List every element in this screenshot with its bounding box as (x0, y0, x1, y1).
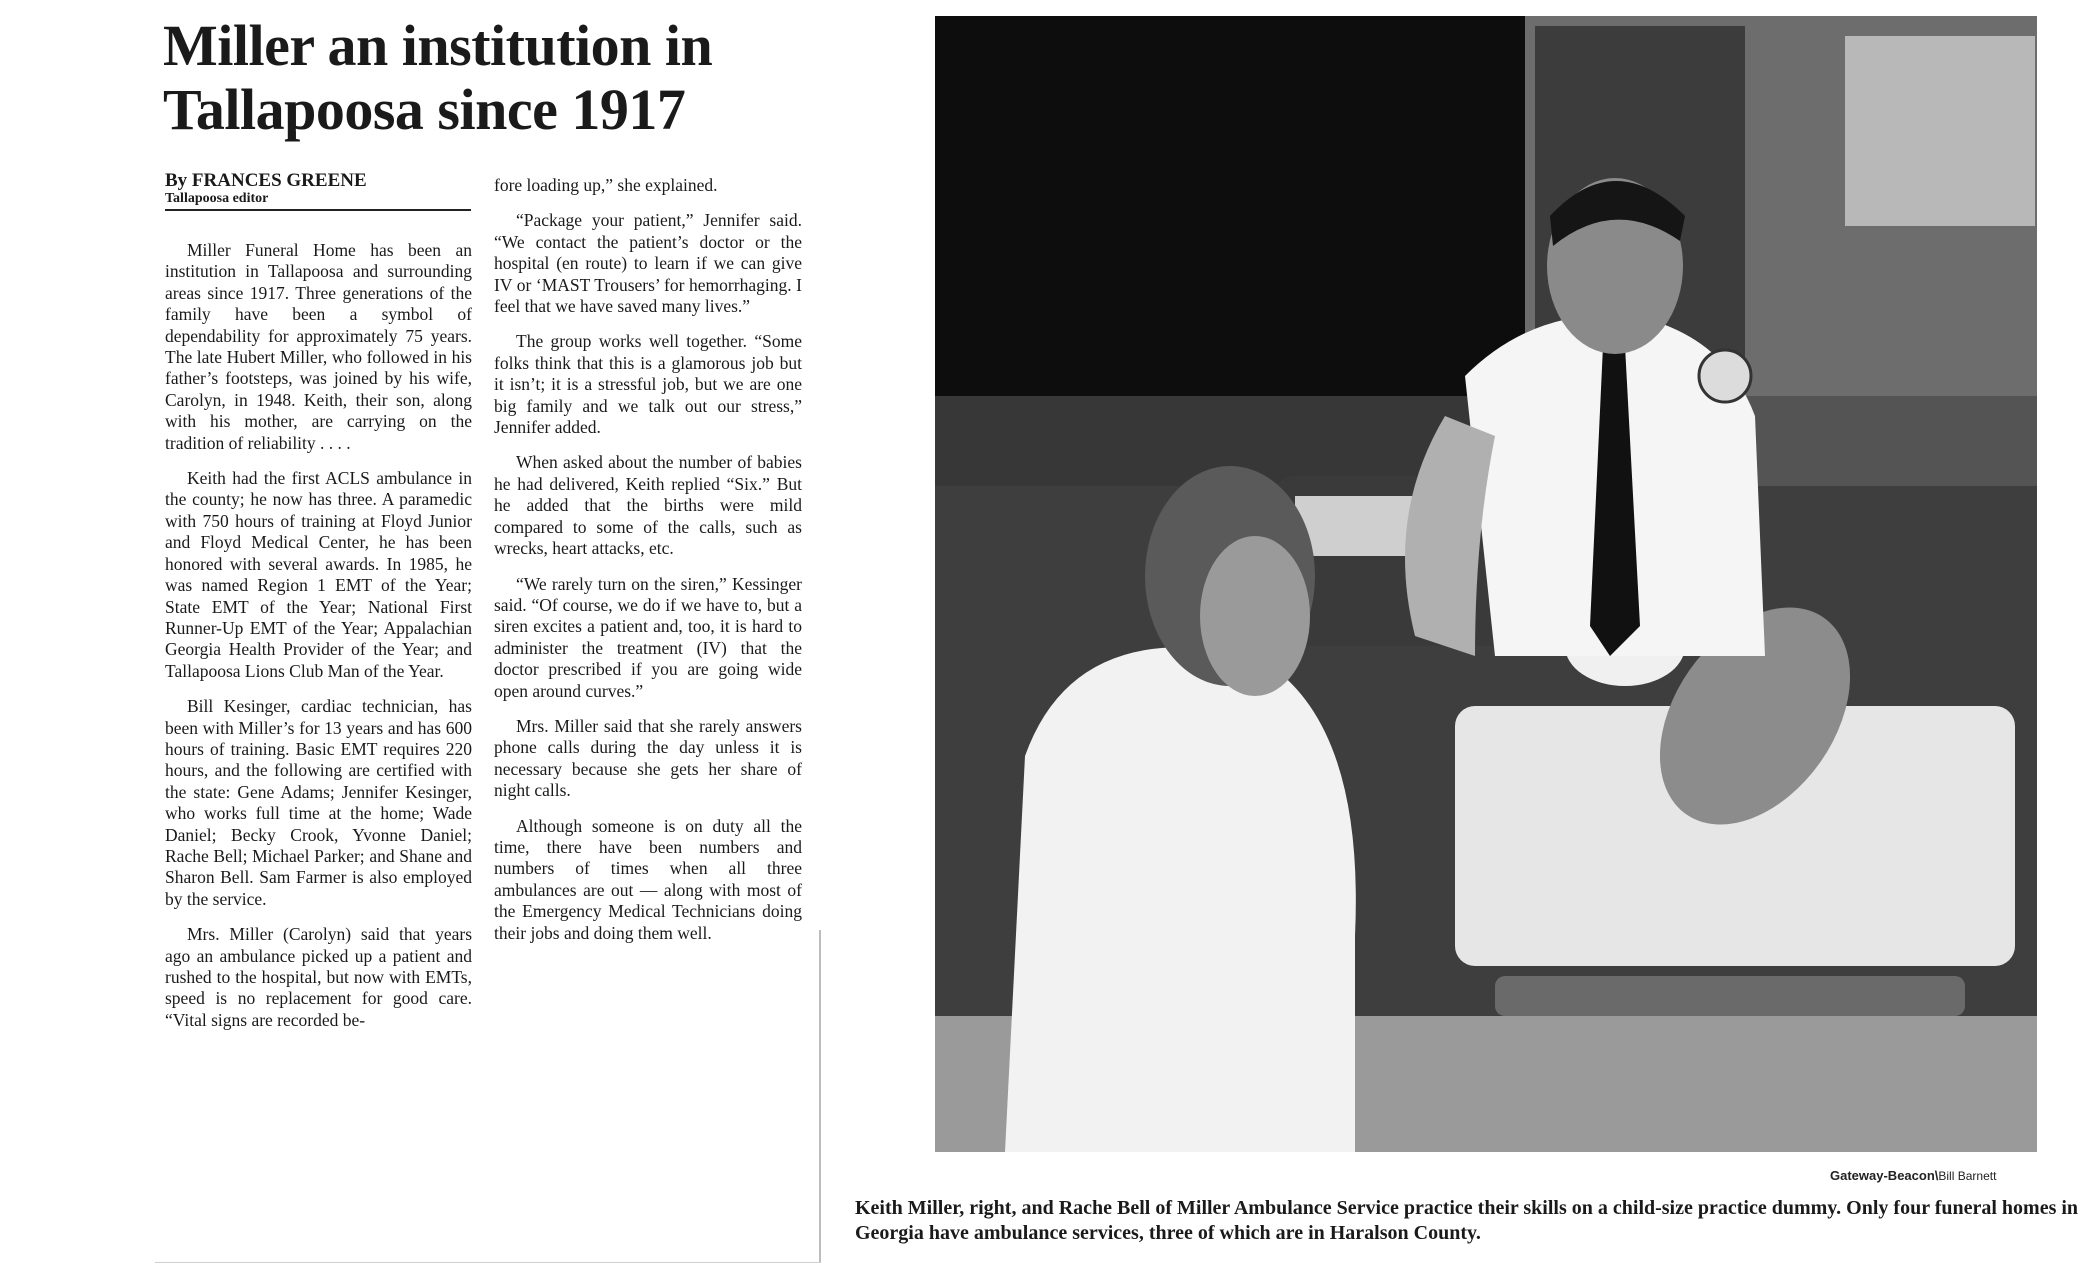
credit-separator: \ (1934, 1168, 1939, 1183)
paragraph: Miller Funeral Home has been an institution in Tallapoosa and surrounding areas since 1917. Three generations of the family have been a symbol of dependability for approximately 75 years. The late Hubert Miller, who followed in his father’s footsteps, was joined by his wife, Carolyn, in 1948. Keith, their son, along with his mother, are carrying on the tradition of reliability . . . . (165, 240, 472, 453)
paragraph: When asked about the number of babies he had delivered, Keith replied “Six.” But he added that the births were mild compared to some of the calls, such as wrecks, heart attacks, etc. (494, 452, 802, 559)
paragraph: The group works well together. “Some folks think that this is a glamorous job but it isn’t; it is a stressful job, but we are one big family and we talk out our stress,” Jennifer added. (494, 331, 802, 438)
photo-credit (1830, 1168, 1996, 1183)
byline: By FRANCES GREENE (165, 170, 367, 191)
photo-caption: Keith Miller, right, and Rache Bell of Miller Ambulance Service practice their skills on a child-size practice dummy. Only four funeral homes in Georgia have ambulance services, three of which are in Haralson County. (855, 1197, 2079, 1244)
article-column-1 (165, 240, 472, 1045)
column-rule (819, 930, 821, 1262)
article-column-2 (494, 175, 802, 958)
paragraph: Mrs. Miller (Carolyn) said that years ago an ambulance picked up a patient and rushed to the hospital, but now with EMTs, speed is no replacement for good care. “Vital signs are recorded be- (165, 924, 472, 1030)
byline-role: Tallapoosa editor (165, 191, 269, 206)
credit-paper: Gateway-Beacon (1830, 1168, 1935, 1183)
bottom-rule (155, 1262, 821, 1263)
paragraph: fore loading up,” she explained. (494, 175, 718, 195)
byline-block (165, 171, 471, 211)
paragraph: Although someone is on duty all the time, there have been numbers and numbers of times when all three ambulances are out — along with most of the Emergency Medical Technicians doing their jobs and doing them well. (494, 815, 802, 943)
paragraph: “We rarely turn on the siren,” Kessinger said. “Of course, we do if we have to, but a siren excites a patient and, too, it is hard to administer the treatment (IV) that the doctor prescribed if you are going wide open around curves.” (494, 573, 802, 701)
paragraph: “Package your patient,” Jennifer said. “We contact the patient’s doctor or the hospital (en route) to learn if we can give IV or ‘MAST Trousers’ for hemorrhaging. I feel that we have saved many lives.” (494, 210, 802, 317)
credit-photographer: Bill Barnett (1938, 1169, 1997, 1183)
headline: Miller an institution in Tallapoosa since 1917 (163, 13, 713, 142)
news-photo (935, 16, 2037, 1152)
paragraph: Bill Kesinger, cardiac technician, has been with Miller’s for 13 years and has 600 hours of training. Basic EMT requires 220 hours, and the following are certified with the state: Gene Adams; Jennifer Kesinger, who works full time at the home; Wade Daniel; Becky Crook, Yvonne Daniel; Rache Bell; Michael Parker; and Shane and Sharon Bell. Sam Farmer is also employed by the service. (165, 696, 472, 909)
paragraph: Mrs. Miller said that she rarely answers phone calls during the day unless it is necessary because she gets her share of night calls. (494, 715, 802, 801)
photo-illustration (935, 16, 2037, 1152)
paragraph: Keith had the first ACLS ambulance in the county; he now has three. A paramedic with 750 hours of training at Floyd Junior and Floyd Medical Center, he has been honored with several awards. In 1985, he was named Region 1 EMT of the Year; State EMT of the Year; National First Runner-Up EMT of the Year; Appalachian Georgia Health Provider of the Year; and Tallapoosa Lions Club Man of the Year. (165, 468, 472, 681)
